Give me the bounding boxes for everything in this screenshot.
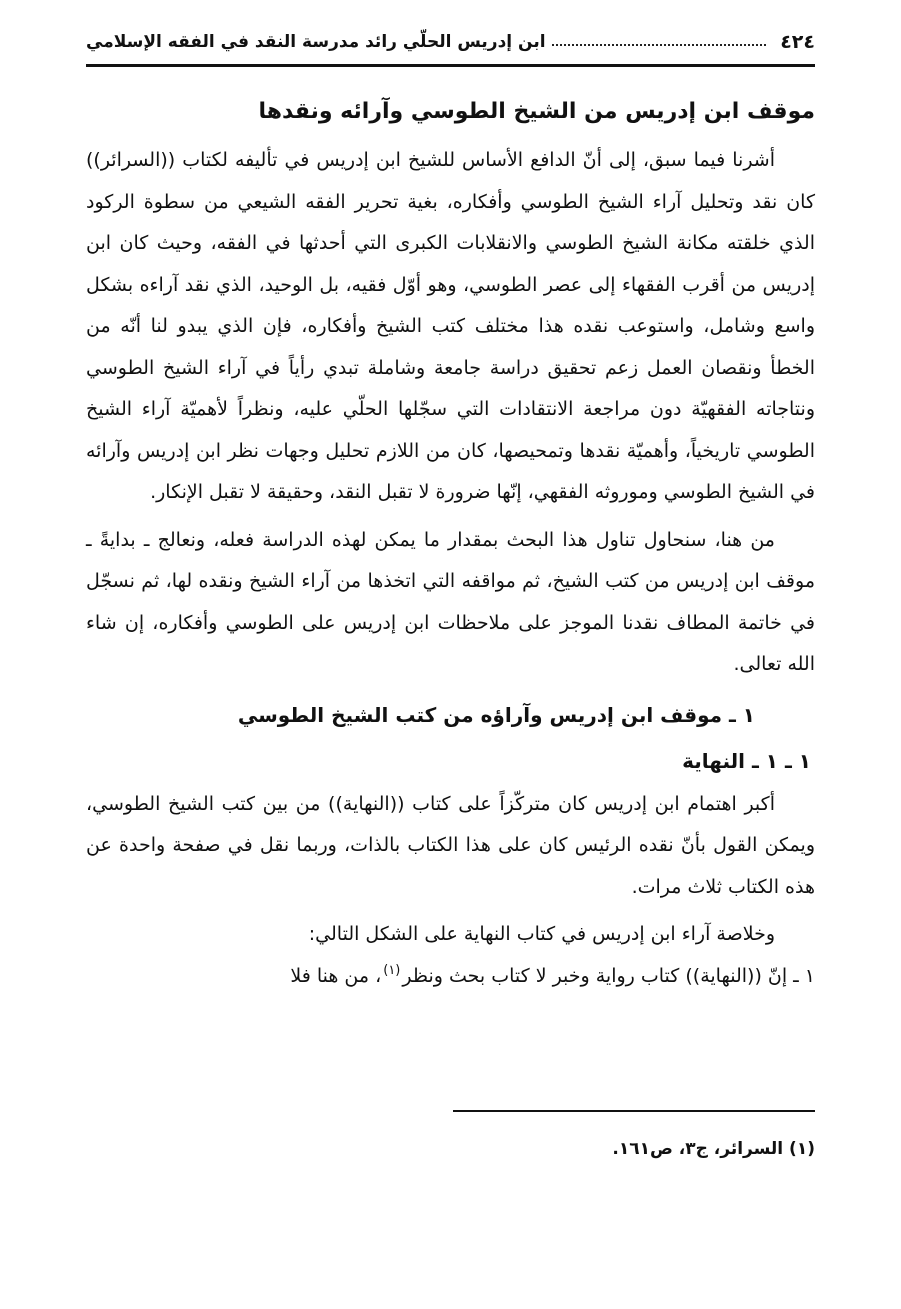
header-rule [86,64,815,67]
subheading-kutub-al-tusi: ١ ـ موقف ابن إدريس وآراؤه من كتب الشيخ الطوسي [237,702,755,727]
paragraph-5-continuation: ، من هنا فلا [290,964,382,987]
section-heading: موقف ابن إدريس من الشيخ الطوسي وآرائه ونقدها [258,99,815,124]
footnote-rule [453,1110,815,1112]
paragraph-3: أكبر اهتمام ابن إدريس كان متركّزاً على كتاب ((النهاية)) من بين كتب الشيخ الطوسي، ويمكن القول بأنّ نقده الرئيس كان على هذا الكتاب بالذات، وربما نقل في صفحة واحدة عن هذه الكتاب ثلاث مرات. [86,792,815,898]
footnote: (١) السرائر، ج٣، ص١٦١. [612,1139,815,1159]
paragraph-1: أشرنا فيما سبق، إلى أنّ الدافع الأساس للشيخ ابن إدريس في تأليفه لكتاب ((السرائر)) كان نقد وتحليل آراء الشيخ الطوسي وأفكاره، بغية تحرير الفقه الشيعي من سطوة الركود الذي خلقته مكانة الشيخ الطوسي والانقلابات الكبرى التي أحدثها في الفقه، وحيث كان ابن إدريس من أقرب الفقهاء إلى عصر الطوسي، وهو أوّل فقيه، بل الوحيد، الذي نقد آراءه بشكل واسع وشامل، واستوعب نقده هذا مختلف كتب الشيخ وأفكاره، فإن الذي يبدو لنا أنّه من الخطأ ونقصان العمل زعم تحقيق دراسة جامعة وشاملة تبدي رأياً في آراء الشيخ الطوسي ونتاجاته الفقهيّة دون مراجعة الانتقادات التي سجّلها الحلّي عليه، ونظراً لأهميّة آراء الشيخ الطوسي تاريخياً، وأهميّة نقدها وتمحيصها، كان من اللازم تحليل وجهات نظر ابن إدريس وآرائه في الشيخ الطوسي وموروثه الفقهي، إنّها ضرورة لا تقبل النقد، وحقيقة لا تقبل الإنكار. [86,149,815,503]
body-text [86,88,815,997]
page-number: ٤٢٤ [780,31,815,53]
footnote-marker[interactable]: (١) [383,963,401,979]
paragraph-5-text: ١ ـ إنّ ((النهاية)) كتاب رواية وخبر لا كتاب بحث ونظر [402,964,815,987]
book-title: ابن إدريس الحلّي رائد مدرسة النقد في الفقه الإسلامي [86,32,546,52]
subheading-al-nihaya: ١ ـ ١ ـ النهاية [682,748,811,773]
paragraph-5 [86,956,815,998]
paragraph-4: وخلاصة آراء ابن إدريس في كتاب النهاية على الشكل التالي: [308,923,775,945]
running-header [86,22,815,62]
paragraph-2: من هنا، سنحاول تناول هذا البحث بمقدار ما يمكن لهذه الدراسة فعله، ونعالج ـ بدايةً ـ موقف ابن إدريس من كتب الشيخ، ثم مواقفه التي اتخذها من آراء الشيخ ونقده لها، ثم نسجّل في خاتمة المطاف نقدنا الموجز على ملاحظات ابن إدريس على الطوسي وأفكاره، إن شاء الله تعالى. [86,528,815,675]
dotted-leader [552,44,767,46]
